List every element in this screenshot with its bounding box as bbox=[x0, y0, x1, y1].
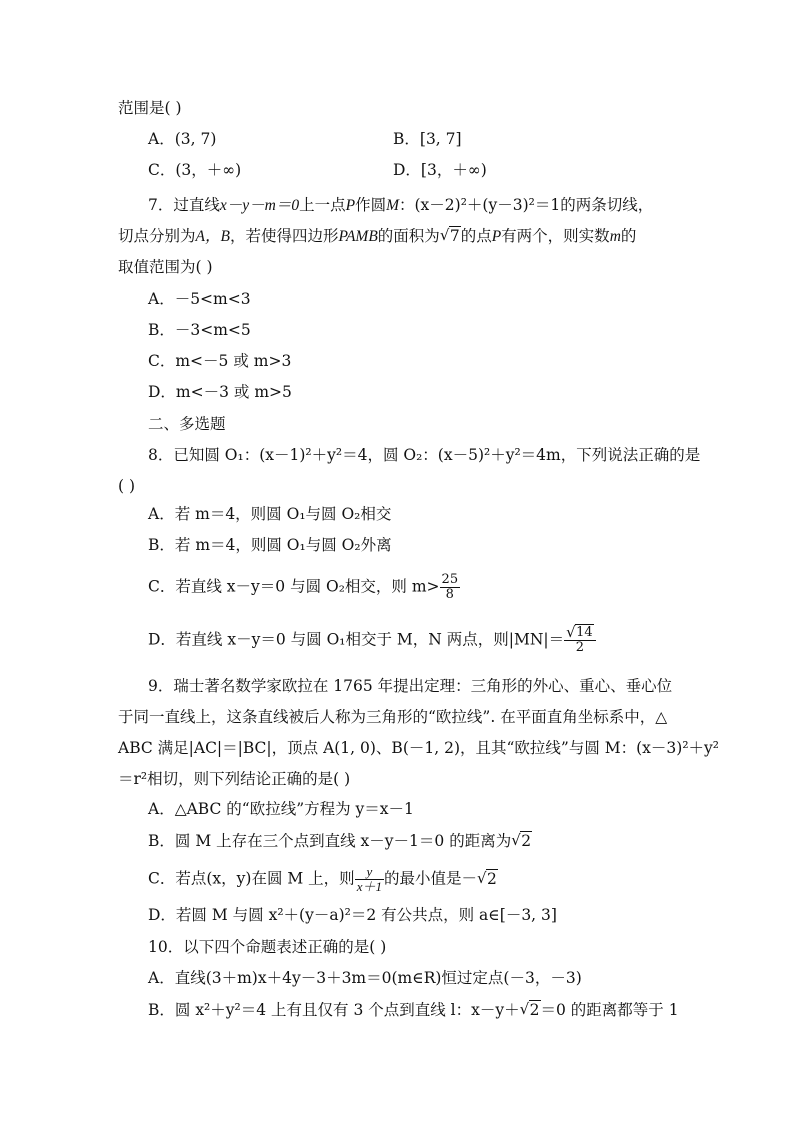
q8-option-c-fraction bbox=[440, 573, 461, 602]
q8-option-a: A．若 m＝4，则圆 O₁与圆 O₂相交 bbox=[148, 505, 392, 523]
q7-option-a: A．－5<m<3 bbox=[148, 290, 251, 308]
q7-line-eq: x－y－m＝0 bbox=[219, 197, 300, 214]
q8-line-1: 8．已知圆 O₁：(x－1)²＋y²＝4，圆 O₂：(x－5)²＋y²＝4m，下列说法正确的是 bbox=[148, 446, 701, 464]
q7-quad-pamb: PAMB bbox=[338, 228, 378, 245]
q7-option-d: D．m<－3 或 m>5 bbox=[148, 383, 292, 401]
q9-option-a: A．△ABC 的“欧拉线”方程为 y＝x－1 bbox=[148, 800, 414, 818]
q10-option-b-text-2: ＝0 的距离都等于 1 bbox=[540, 1001, 679, 1019]
q6-tail: 范围是( ) bbox=[118, 99, 182, 117]
q9-option-c-text-2: 的最小值是－ bbox=[383, 869, 477, 888]
q8-option-c bbox=[148, 573, 460, 602]
sqrt-symbol bbox=[477, 868, 498, 890]
q7-point-p: P bbox=[345, 197, 356, 214]
sqrt-radicand: 2 bbox=[521, 832, 532, 850]
q9-line-2: 于同一直线上，这条直线被后人称为三角形的“欧拉线”. 在平面直角坐标系中，△ bbox=[118, 708, 668, 726]
q8-option-d bbox=[148, 626, 596, 655]
q6-option-c: C．(3，＋∞) bbox=[148, 161, 242, 179]
sqrt-symbol bbox=[566, 626, 594, 640]
q7-text: ，若使得四边形 bbox=[229, 227, 339, 245]
q9-option-b-text: B．圆 M 上存在三个点到直线 x－y－1＝0 的距离为 bbox=[148, 832, 512, 850]
sqrt-radicand: 14 bbox=[576, 625, 593, 640]
q9-option-d: D．若圆 M 与圆 x²＋(y－a)²＝2 有公共点，则 a∈[－3, 3] bbox=[148, 906, 557, 924]
q6-option-a: A．(3, 7) bbox=[148, 130, 217, 148]
q7-text: 有两个，则实数 bbox=[501, 227, 610, 245]
q7-text: 作圆 bbox=[355, 196, 387, 214]
q10-option-b bbox=[148, 999, 679, 1021]
fraction-denominator: 2 bbox=[564, 640, 596, 655]
q9-option-b bbox=[148, 830, 532, 852]
q8-option-d-text: D．若直线 x－y＝0 与圆 O₁相交于 M，N 两点，则|MN|＝ bbox=[148, 630, 565, 649]
q6-option-b: B．[3, 7] bbox=[393, 130, 462, 148]
q7-var-m: m bbox=[609, 228, 621, 245]
q7-text: 的两条切线， bbox=[560, 196, 654, 214]
q8-option-b: B．若 m＝4，则圆 O₁与圆 O₂外离 bbox=[148, 536, 392, 554]
q7-text: 7．过直线 bbox=[148, 196, 220, 214]
q7-option-b: B．－3<m<5 bbox=[148, 321, 251, 339]
q9-option-c-text: C．若点(x，y)在圆 M 上，则 bbox=[148, 869, 355, 888]
q9-line-1: 9．瑞士著名数学家欧拉在 1765 年提出定理：三角形的外心、重心、垂心位 bbox=[148, 677, 673, 695]
q9-line-3: ABC 满足|AC|＝|BC|，顶点 A(1, 0)、B(－1, 2)，且其“欧拉线”与圆 M：(x－3)²＋y² bbox=[118, 739, 720, 757]
q7-sqrt7-radicand: 7 bbox=[449, 227, 460, 245]
sqrt-radicand: 2 bbox=[529, 1001, 540, 1019]
q7-line-1 bbox=[148, 194, 653, 217]
q9-option-c-fraction bbox=[355, 865, 384, 894]
section-heading: 二、多选题 bbox=[148, 415, 226, 433]
q7-sqrt7 bbox=[440, 225, 461, 247]
q6-option-d: D．[3，＋∞) bbox=[393, 161, 487, 179]
q10-option-a: A．直线(3＋m)x＋4y－3＋3m＝0(m∈R)恒过定点(－3，－3) bbox=[148, 969, 582, 987]
fraction-denominator: x＋1 bbox=[356, 879, 382, 894]
q8-line-2: ( ) bbox=[118, 477, 136, 495]
fraction-numerator: 25 bbox=[441, 572, 459, 587]
q10-line-1: 10．以下四个命题表述正确的是( ) bbox=[148, 938, 387, 956]
q7-option-c: C．m<－5 或 m>3 bbox=[148, 352, 292, 370]
q7-text: 上一点 bbox=[299, 196, 346, 214]
q7-line-3: 取值范围为( ) bbox=[118, 258, 213, 276]
q7-text: 切点分别为 bbox=[118, 227, 196, 245]
fraction-numerator: y bbox=[366, 864, 373, 879]
fraction-numerator bbox=[564, 626, 596, 640]
q7-circle-eq: ：(x－2)²＋(y－3)²＝1 bbox=[399, 196, 561, 214]
q10-option-b-text: B．圆 x²＋y²＝4 上有且仅有 3 个点到直线 l：x－y＋ bbox=[148, 1001, 520, 1019]
q8-option-c-text: C．若直线 x－y＝0 与圆 O₂相交，则 m> bbox=[148, 577, 440, 596]
fraction-denominator: 8 bbox=[440, 587, 461, 602]
q7-points-ab: A，B bbox=[195, 228, 230, 245]
q9-option-c bbox=[148, 865, 498, 894]
sqrt-symbol bbox=[520, 999, 541, 1021]
q7-circle-m: M bbox=[386, 197, 399, 214]
q7-text: 的面积为 bbox=[377, 227, 440, 245]
q9-line-4: ＝r²相切，则下列结论正确的是( ) bbox=[118, 770, 351, 788]
sqrt-radicand: 2 bbox=[486, 869, 497, 888]
sqrt-symbol bbox=[511, 830, 532, 852]
q7-text: 的点 bbox=[460, 227, 492, 245]
q7-point-p2: P bbox=[491, 228, 502, 245]
q8-option-d-fraction bbox=[564, 626, 596, 655]
q7-text: 的 bbox=[620, 227, 637, 245]
q7-line-2 bbox=[118, 225, 636, 248]
